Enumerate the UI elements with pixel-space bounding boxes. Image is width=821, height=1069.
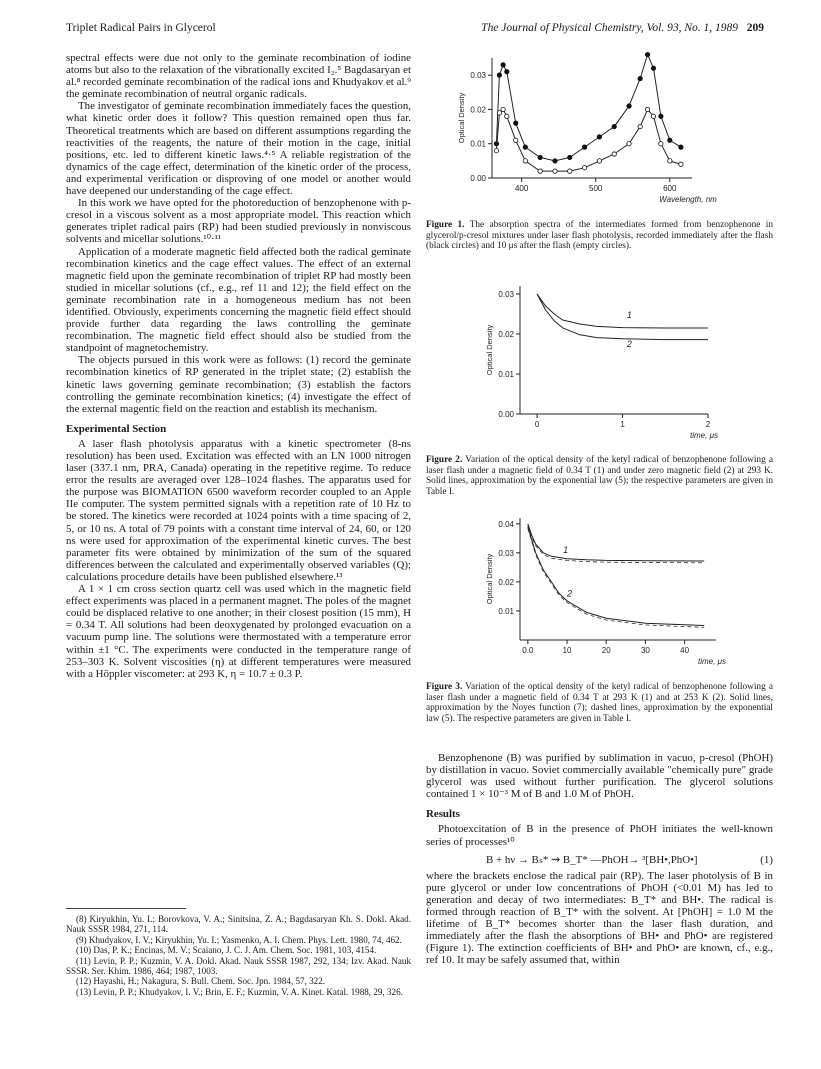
reference-item: (13) Levin, P. P.; Khudyakov, I. V.; Brin, E. F.; Kuzmin, V. A. Kinet. Katal. 1988, 29, 326. xyxy=(76,986,403,997)
x-tick-label: 400 xyxy=(514,184,529,193)
x-tick-label: 500 xyxy=(589,184,603,193)
data-point xyxy=(638,124,642,128)
caption-label: Figure 1. xyxy=(426,220,465,230)
series-line xyxy=(528,527,704,626)
curve-label: 1 xyxy=(563,544,569,555)
paragraph: The objects pursued in this work were as follows: (1) record the geminate recombination kinetics of RP generated in the triplet state; (2) establish the kinetic laws governing geminate recombination; (3) establish the factors controlling the geminate recombination kinetics; (4) investigate the effect of the external magentic field on the reaction and establish its mechanism. xyxy=(66,354,411,415)
data-point xyxy=(582,145,586,149)
caption-label: Figure 2. xyxy=(426,455,463,465)
journal-citation: The Journal of Physical Chemistry, Vol. 93, No. 1, 1989 xyxy=(481,22,738,34)
y-tick-label: 0.01 xyxy=(498,606,514,616)
data-point xyxy=(497,73,501,77)
data-point xyxy=(627,104,631,108)
left-column xyxy=(66,52,411,680)
x-tick-label: 2 xyxy=(705,420,711,429)
data-point xyxy=(659,142,663,146)
paragraph: A laser flash photolysis apparatus with a kinetic spectrometer (8-ns resolution) has been used. Excitation was effected with an LN 1000 nitrogen laser (337.1 nm, PRA, Canada) operating in the repetitive regime. To reduce error the results are averaged over 128–1024 flashes. The apparatus used for the purpose was BIOMATION 6500 waveform recorder coupled to an Apple IIe computer. The system permitted signals with a repetition rate of 10 Hz to be stored. The kinetics were recorded at 1024 points with a time spacing of 2, 5, or 10 ns. A total of 79 points with a constant time interval of 24, 60, or 120 ns were used for approximation of the experimental kinetic curves. The best parameter fits were obtained by minimization of the sum of the squared differences between the calculated and experimentally observed variables (Q); calculations procedure details have been published elsewhere.¹³ xyxy=(66,437,411,583)
data-point xyxy=(597,159,601,163)
data-point xyxy=(668,138,672,142)
x-axis-label: time, μs xyxy=(690,431,718,440)
y-tick-label: 0.02 xyxy=(498,330,514,339)
x-axis-label: Wavelength, nm xyxy=(659,195,717,204)
data-point xyxy=(514,121,518,125)
caption-text: Variation of the optical density of the ketyl radical of benzophenone following a laser flash under a magnetic field of 0.34 T (1) and under zero magnetic field (2) at 293 K. Solid lines, approximation by the exponential law (5); the respective parameters are given in Table I. xyxy=(426,455,773,497)
reference-item: (8) Kiryukhin, Yu. I.; Borovkova, V. A.; Sinitsina, Z. A.; Bagdasaryan Kh. S. Dokl. Akad. Nauk SSSR 1984, 271, 114. xyxy=(66,914,411,935)
series-line xyxy=(537,294,708,340)
data-point xyxy=(505,70,509,74)
y-tick-label: 0.02 xyxy=(498,577,514,587)
reference-item: (9) Khudyakov, I. V.; Kiryukhin, Yu. I.; Yasmenko, A. I. Chem. Phys. Lett. 1980, 74, 462. xyxy=(76,934,402,945)
y-tick-label: 0.00 xyxy=(498,410,514,419)
caption-text: Variation of the optical density of the ketyl radical of benzophenone following a laser flash under a magnetic field of 0.34 T at 293 K (1) and at 253 K (2). Solid lines, approximation by the Noyes function (7); dashed lines, approximation by the exponential law (5). The respective parameters are given in Table I. xyxy=(426,682,773,724)
data-point xyxy=(501,63,505,67)
caption-label: Figure 3. xyxy=(426,682,463,692)
data-point xyxy=(597,135,601,139)
y-tick-label: 0.01 xyxy=(470,139,486,149)
caption-text: The absorption spectra of the intermediates formed from benzophenone in glycerol/p-cresol mixtures under laser flash photolysis, recorded immediately after the flash (black circles) and 10 μs after the flash (empty circles). xyxy=(426,220,773,252)
paragraph: In this work we have opted for the photoreduction of benzophenone with p-cresol in a viscous solvent as a most appropriate model. This reaction which generates triplet radical pairs (RP) had been studied previously in nonviscous solvents and micellar solutions.¹⁰·¹¹ xyxy=(66,197,411,246)
x-tick-label: 10 xyxy=(562,646,572,655)
page-number: 209 xyxy=(746,22,764,34)
paragraph: where the brackets enclose the radical pair (RP). The laser photolysis of B in pure glycerol or under low concentrations of PhOH (<0.01 M) has led to generation and decay of two intermediates: B_T* and BH•. The radical is formed through reaction of B_T* with the solvent. At [PhOH] = 1.0 M the lifetime of B_T* becomes shorter than the laser flash duration, and immediately after the flash the absorptions of BH• and PhO• are registered (Figure 1). The extinction coefficients of BH• and PhO• are known, cf., e.g., ref 10. It may be safely assumed that, within xyxy=(426,869,773,967)
data-point xyxy=(582,166,586,170)
figure-3-caption xyxy=(426,682,773,724)
x-tick-label: 40 xyxy=(680,646,690,655)
figure-3-plot xyxy=(476,512,736,672)
data-point xyxy=(651,114,655,118)
footnote-rule xyxy=(66,908,186,909)
figure-1-caption xyxy=(426,220,773,252)
data-point xyxy=(659,114,663,118)
equation-number: (1) xyxy=(760,853,773,866)
figure-2-caption xyxy=(426,455,773,497)
paragraph: Benzophenone (B) was purified by sublimation in vacuo, p-cresol (PhOH) by distillation in vacuo. Soviet commercially available "chemically pure" grade glycerol was used without further purification. The glycerol solutions contained 1 × 10⁻³ M of B and 1.0 M of PhOH. xyxy=(426,752,773,801)
x-axis-label: time, μs xyxy=(698,657,726,666)
data-point xyxy=(494,148,498,152)
x-tick-label: 0 xyxy=(534,420,540,429)
x-tick-label: 0.0 xyxy=(522,646,534,655)
references xyxy=(66,908,411,997)
y-tick-label: 0.04 xyxy=(498,519,514,529)
running-head: Triplet Radical Pairs in Glycerol xyxy=(66,22,216,34)
data-point xyxy=(514,138,518,142)
y-tick-label: 0.03 xyxy=(498,548,514,558)
y-axis-label: Optical Density xyxy=(485,553,494,605)
figure-1-plot xyxy=(448,48,717,216)
figure-1 xyxy=(448,48,717,216)
curve-label: 2 xyxy=(626,338,632,349)
curve-label: 1 xyxy=(626,310,632,320)
paragraph: spectral effects were due not only to the geminate recombination of iodine atoms but also to the relaxation of the vibrationally excited I₂.⁵ Bagdasaryan et al.⁸ recorded geminate recombination of the radical ions and Khudyakov et al.⁹ the geminate recombination of neutral organic radicals. xyxy=(66,52,411,101)
running-header xyxy=(66,22,764,38)
data-point xyxy=(538,169,542,173)
data-point xyxy=(645,107,649,111)
data-point xyxy=(568,155,572,159)
data-point xyxy=(568,169,572,173)
data-point xyxy=(679,162,683,166)
data-point xyxy=(627,142,631,146)
data-point xyxy=(501,107,505,111)
data-point xyxy=(505,114,509,118)
data-point xyxy=(638,76,642,80)
series-dashed-line xyxy=(528,529,704,628)
section-heading: Experimental Section xyxy=(66,422,167,435)
section-heading: Results xyxy=(426,808,460,821)
equation-1 xyxy=(426,854,773,866)
series-line xyxy=(537,294,708,328)
y-tick-label: 0.03 xyxy=(470,71,486,81)
right-column xyxy=(426,752,773,967)
reference-item: (11) Levin, P. P.; Kuzmin, V. A. Dokl. Akad. Nauk SSSR 1987, 292, 134; Izv. Akad. Nauk SSSR. Ser. Khim. 1986, 464; 1987, 1003. xyxy=(66,955,411,977)
paragraph: The investigator of geminate recombination immediately faces the question, what kinetic order does it follow? This question remained open thus far. Theoretical treatments which are based on different assumptions regarding the reactivities of the reagents, the nature of their motion in the cage, initial positions, etc. led to different kinetic laws.⁴·⁵ A reliable registration of the dynamics of the cage effect, determination of the kinetic order of the process, and experimental verification or disproving of one model or another would have deepened our understanding of the cage effect. xyxy=(66,100,411,198)
x-tick-label: 1 xyxy=(620,420,625,429)
reference-item: (12) Hayashi, H.; Nakagura, S. Bull. Chem. Soc. Jpn. 1984, 57, 322. xyxy=(76,976,326,987)
y-tick-label: 0.00 xyxy=(470,174,486,183)
paragraph: Application of a moderate magnetic field affected both the radical geminate recombination kinetics and the cage effect values. The effect of an external magnetic field upon the geminate recombination of triplet RP had mostly been studied in micellar solutions (cf., e.g., ref 11 and 12); the field effect on the geminate recombination rate in a homogeneous medium has not been identified. Obviously, experiments concerning the magnetic field effect should provide further data regarding the laws controlling the geminate recombination. The magnetic field effect should also be studied from the standpoint of magnetochemistry. xyxy=(66,245,411,355)
data-point xyxy=(553,169,557,173)
y-axis-label: Optical Density xyxy=(485,324,494,376)
equation: B + hν → Bₛ* ⇝ B_T* —PhOH→ ³[BH•,PhO•] xyxy=(486,853,698,866)
y-tick-label: 0.02 xyxy=(470,105,486,115)
data-point xyxy=(523,145,527,149)
data-point xyxy=(538,155,542,159)
data-point xyxy=(497,111,501,115)
x-tick-label: 600 xyxy=(663,184,677,193)
data-point xyxy=(553,159,557,163)
data-point xyxy=(668,159,672,163)
figure-3 xyxy=(476,512,736,672)
data-point xyxy=(679,145,683,149)
series-line xyxy=(528,524,704,561)
y-tick-label: 0.03 xyxy=(498,290,514,299)
y-axis-label: Optical Density xyxy=(457,92,466,144)
figure-2 xyxy=(478,278,718,446)
data-point xyxy=(651,66,655,70)
x-tick-label: 30 xyxy=(640,646,650,655)
data-point xyxy=(523,159,527,163)
figure-2-plot xyxy=(478,278,718,446)
data-point xyxy=(612,152,616,156)
paragraph: Photoexcitation of B in the presence of PhOH initiates the well-known series of processes¹⁰ xyxy=(426,823,773,848)
reference-item: (10) Das, P. K.; Encinas, M. V.; Scaiano, J. C. J. Am. Chem. Soc. 1981, 103, 4154. xyxy=(76,945,377,956)
data-point xyxy=(612,124,616,128)
data-point xyxy=(645,52,649,56)
curve-label: 2 xyxy=(567,588,573,599)
y-tick-label: 0.01 xyxy=(498,370,514,379)
paragraph: A 1 × 1 cm cross section quartz cell was used which in the magnetic field effect experiments was placed in a permanent magnet. The poles of the magnet could be displaced relative to one another; in their closest position (15 mm), H = 0.34 T. All solutions had been deoxygenated by prolonged evacuation on a vacuum pump line. The solutions were thermostated with a temperature error within ±1 °C. The experiments were conducted in the temperature range of 253–303 K. Solvent viscosities (η) at different temperatures were measured with a Höppler viscometer: at 293 K, η = 10.7 ± 0.3 P. xyxy=(66,583,411,680)
x-tick-label: 20 xyxy=(601,646,611,655)
